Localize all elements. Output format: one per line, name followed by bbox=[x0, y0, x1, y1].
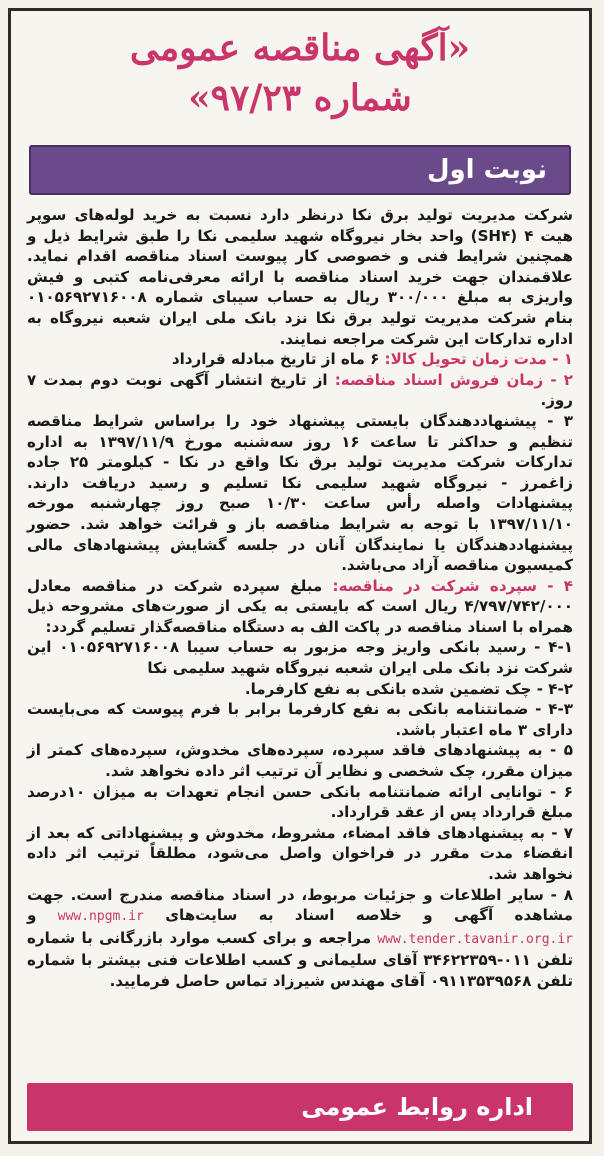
item-1 bbox=[27, 349, 573, 370]
public-relations-footer: اداره روابط عمومی bbox=[27, 1083, 573, 1131]
item-8-text-before: ۸ - سایر اطلاعات و جزئیات مربوط، در اسناد مناقصه مندرج است. جهت مشاهده آگهی و خلاصه اسناد به سایت‌های bbox=[27, 885, 573, 925]
item-3: ۳ - پیشنهاددهندگان بایستی پیشنهاد خود را براساس شرایط مناقصه تنظیم و حداکثر تا ساعت ۱۶ روز سه‌شنبه مورخ ۱۳۹۷/۱۱/۹ به اداره تدارکات شرکت مدیریت تولید برق نکا واقع در نکا - کیلومتر ۲۵ جاده زاغمرز - نیروگاه شهید سلیمی نکا تسلیم و رسید دریافت دارند. پیشنهادات واصله رأس ساعت ۱۰/۳۰ صبح روز چهارشنبه مورخه ۱۳۹۷/۱۱/۱۰ با توجه به شرایط مناقصه باز و قرائت خواهد شد. حضور پیشنهاددهندگان یا نمایندگان آنان در جلسه گشایش پیشنهادهای مالی کمیسیون مناقصه آزاد می‌باشد. bbox=[27, 411, 574, 575]
website-link-tender[interactable]: www.tender.tavanir.org.ir bbox=[377, 931, 573, 947]
item-5: ۵ - به پیشنهادهای فاقد سپرده، سپرده‌های مخدوش، سپرده‌های کمتر از میزان مقرر، چک شخصی و نظایر آن ترتیب اثر داده نخواهد شد. bbox=[27, 741, 573, 781]
website-link-npgm[interactable]: www.npgm.ir bbox=[57, 909, 144, 925]
item-4-label: ۴ - سپرده شرکت در مناقصه: bbox=[332, 576, 573, 595]
item-8-and: و bbox=[27, 906, 58, 925]
item-2-label: ۲ - زمان فروش اسناد مناقصه: bbox=[334, 370, 574, 389]
item-7: ۷ - به پیشنهادهای فاقد امضاء، مشروط، مخدوش و پیشنهاداتی که بعد از انقضاء مدت مقرر در فراخوان واصل می‌شود، مطلقاً ترتیب اثر داده نخواهد شد. bbox=[27, 823, 573, 883]
item-4-2: ۴-۲ - چک تضمین شده بانکی به نفع کارفرما. bbox=[244, 679, 573, 698]
title-line-1: «آگهی مناقصه عمومی bbox=[129, 27, 471, 69]
item-8-text-after: مراجعه و برای کسب موارد بازرگانی با شماره تلفن ۰۱۱-۳۴۶۲۲۳۵۹ آقای سلیمانی و کسب اطلاعات فنی بیشتر با شماره تلفن ۰۹۱۱۳۵۳۹۵۶۸ آقای مهندس شیرزاد تماس حاصل فرمایید. bbox=[27, 928, 574, 990]
item-4 bbox=[27, 576, 573, 638]
notice-body bbox=[11, 201, 589, 992]
item-1-label: ۱ - مدت زمان تحویل کالا: bbox=[384, 350, 573, 369]
title-line-2: شماره ۹۷/۲۳» bbox=[188, 77, 412, 119]
item-1-text: ۶ ماه از تاریخ مبادله قرارداد bbox=[171, 350, 385, 369]
round-banner: نوبت اول bbox=[29, 145, 571, 195]
notice-title bbox=[11, 11, 589, 139]
item-6: ۶ - توانایی ارائه ضمانتنامه بانکی حسن انجام تعهدات به میزان ۱۰درصد مبلغ قرارداد پس از عقد قرارداد. bbox=[27, 782, 573, 822]
item-2-text: از تاریخ انتشار آگهی نوبت دوم بمدت ۷ روز. bbox=[27, 370, 573, 410]
item-2 bbox=[27, 370, 573, 411]
notice-frame bbox=[8, 8, 592, 1144]
item-4-1: ۴-۱ - رسید بانکی واریز وجه مزبور به حساب سیبا ۰۱۰۵۶۹۲۷۱۶۰۰۸ این شرکت نزد بانک ملی ایران شعبه نیروگاه شهید سلیمی نکا bbox=[27, 638, 573, 678]
item-4-text: مبلغ سپرده شرکت در مناقصه معادل ۴/۷۹۷/۷۴۲/۰۰۰ ریال است که بایستی به یکی از صورت‌های مشروحه ذیل همراه با اسناد مناقصه در پاکت الف به دستگاه مناقصه‌گذار تسلیم گردد: bbox=[27, 576, 573, 636]
item-4-3: ۴-۳ - ضمانتنامه بانکی به نفع کارفرما برابر با فرم پیوست که می‌بایست دارای ۳ ماه اعتبار باشد. bbox=[27, 700, 573, 739]
intro-paragraph: شرکت مدیریت تولید برق نکا درنظر دارد نسبت به خرید لوله‌های سوپر هیت ۴ (SH۴) واحد بخار نیروگاه شهید سلیمی نکا را طبق شرایط ذیل و همچنین شرایط فنی و خصوصی کار پیوست اسناد مناقصه اقدام نماید. علاقمندان جهت خرید اسناد مناقصه با ارائه معرفی‌نامه کتبی و فیش واریزی به مبلغ ۳۰۰/۰۰۰ ریال به حساب سیبای شماره ۰۱۰۵۶۹۲۷۱۶۰۰۸ بنام شرکت مدیریت تولید برق نکا نزد بانک ملی ایران شعبه نیروگاه به اداره تدارکات این شرکت مراجعه نمایند. bbox=[27, 206, 574, 348]
item-8 bbox=[27, 885, 573, 992]
